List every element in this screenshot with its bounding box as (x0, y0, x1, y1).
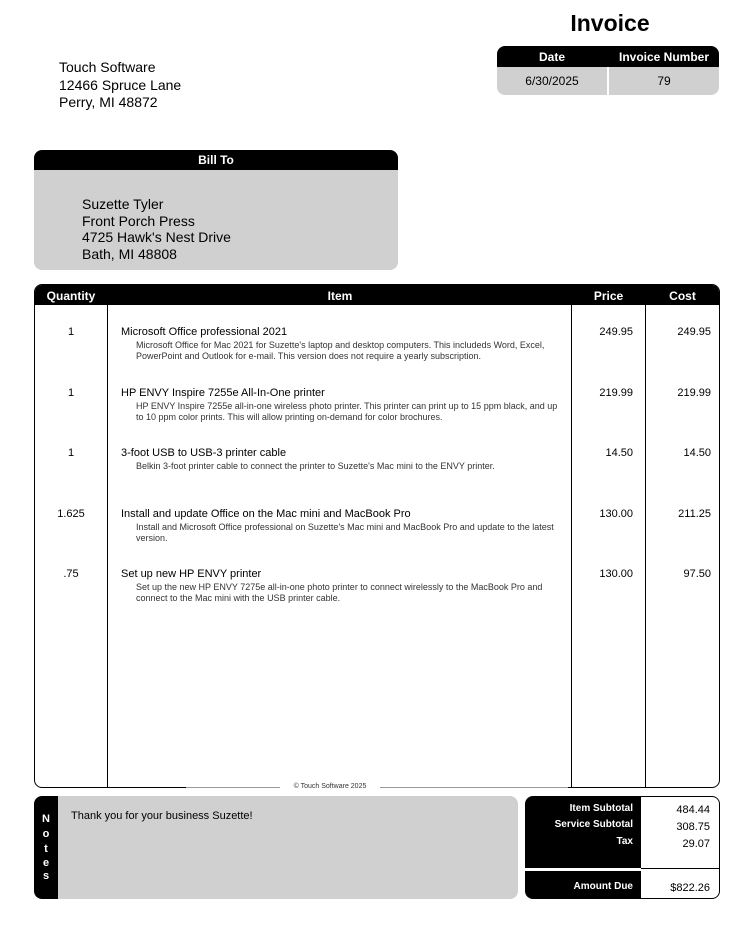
row-item: Install and update Office on the Mac mini and MacBook Pro (121, 508, 411, 520)
row-description: Microsoft Office for Mac 2021 for Suzette's laptop and desktop computers. This includeds Word, Excel, PowerPoint and Outlook for e-mail. This version does not require a yearly subscription. (136, 340, 545, 361)
bill-to-heading: Bill To (34, 150, 398, 170)
sender-address (59, 59, 181, 112)
row-cost: 97.50 (683, 568, 711, 580)
row-description: Belkin 3-foot printer cable to connect the printer to Suzette's Mac mini to the ENVY printer. (136, 461, 495, 471)
invoice-meta (497, 46, 719, 95)
bill-to-body (34, 170, 398, 270)
table-row (35, 568, 719, 628)
tax: 29.07 (682, 838, 710, 850)
row-quantity: 1 (67, 387, 75, 399)
header-price: Price (593, 289, 624, 303)
service-subtotal-label: Service Subtotal (554, 819, 633, 830)
customer-company: Front Porch Press (82, 212, 195, 229)
row-item: 3-foot USB to USB-3 printer cable (121, 447, 287, 459)
notes-letter: e (42, 857, 50, 869)
sender-city: Perry, MI 48872 (59, 94, 158, 110)
item-subtotal-label: Item Subtotal (569, 803, 633, 814)
table-row (35, 447, 719, 507)
table-header (35, 285, 719, 305)
sender-name: Touch Software (59, 59, 156, 75)
row-price: 130.00 (599, 508, 633, 520)
invoice-date: 6/30/2025 (525, 74, 579, 88)
invoice-meta-values (497, 67, 719, 95)
row-cost: 219.99 (677, 387, 711, 399)
bill-to-address (82, 196, 231, 262)
totals-labels (525, 796, 641, 899)
service-subtotal: 308.75 (676, 821, 710, 833)
row-item: Set up new HP ENVY printer (121, 568, 262, 580)
table-row (35, 387, 719, 447)
table-row (35, 326, 719, 386)
header-quantity: Quantity (46, 289, 96, 303)
invoice-title: Invoice (570, 10, 650, 36)
notes-body (58, 796, 518, 899)
header-item: Item (327, 289, 353, 303)
row-quantity: 1 (67, 447, 75, 459)
row-cost: 14.50 (683, 447, 711, 459)
row-item: HP ENVY Inspire 7255e All-In-One printer (121, 387, 325, 399)
row-price: 130.00 (599, 568, 633, 580)
invoice-number: 79 (657, 74, 671, 88)
notes-tab (34, 796, 58, 899)
notes-letter: N (42, 813, 50, 825)
row-description: Install and Microsoft Office professional on Suzette's Mac mini and MacBook Pro and update to the latest version. (136, 522, 554, 543)
totals-separator (641, 868, 719, 869)
date-label: Date (538, 50, 565, 64)
notes-letter: s (42, 870, 50, 882)
notes-box (34, 796, 518, 899)
row-item: Microsoft Office professional 2021 (121, 326, 288, 338)
item-subtotal: 484.44 (676, 804, 710, 816)
copyright: © Touch Software 2025 (280, 783, 380, 790)
invoice-number-label: Invoice Number (618, 50, 710, 64)
notes-letter: o (42, 828, 50, 840)
customer-street: 4725 Hawk's Nest Drive (82, 229, 231, 245)
notes-letter: t (44, 843, 48, 855)
invoice-meta-header (497, 46, 719, 67)
line-items-table (34, 284, 720, 788)
notes-text: Thank you for your business Suzette! (71, 810, 253, 822)
sender-street: 12466 Spruce Lane (59, 76, 182, 93)
row-quantity: 1 (67, 326, 75, 338)
bill-to-box (34, 150, 398, 270)
row-quantity: 1.625 (57, 508, 85, 520)
table-row (35, 508, 719, 568)
customer-name: Suzette Tyler (82, 196, 164, 212)
row-description: HP ENVY Inspire 7255e all-in-one wireless photo printer. This printer can print up to 15 ppm black, and up to 10 ppm color prints. This will allow printing on-demand for color brochures. (136, 401, 558, 422)
row-description: Set up the new HP ENVY 7275e all-in-one photo printer to connect wirelessly to the MacBook Pro and connect to the Mac mini with the USB printer cable. (136, 582, 543, 603)
amount-due: $822.26 (670, 882, 710, 894)
row-cost: 211.25 (678, 508, 711, 520)
row-cost: 249.95 (677, 326, 711, 338)
row-price: 219.99 (599, 387, 633, 399)
amount-due-label: Amount Due (573, 881, 633, 892)
row-quantity: .75 (63, 568, 79, 580)
row-price: 249.95 (599, 326, 633, 338)
totals-values (641, 796, 720, 899)
row-price: 14.50 (605, 447, 633, 459)
header-cost: Cost (669, 289, 696, 303)
customer-city: Bath, MI 48808 (82, 245, 177, 262)
tax-label: Tax (616, 836, 633, 847)
totals-box (525, 796, 720, 899)
totals-separator (525, 868, 641, 871)
